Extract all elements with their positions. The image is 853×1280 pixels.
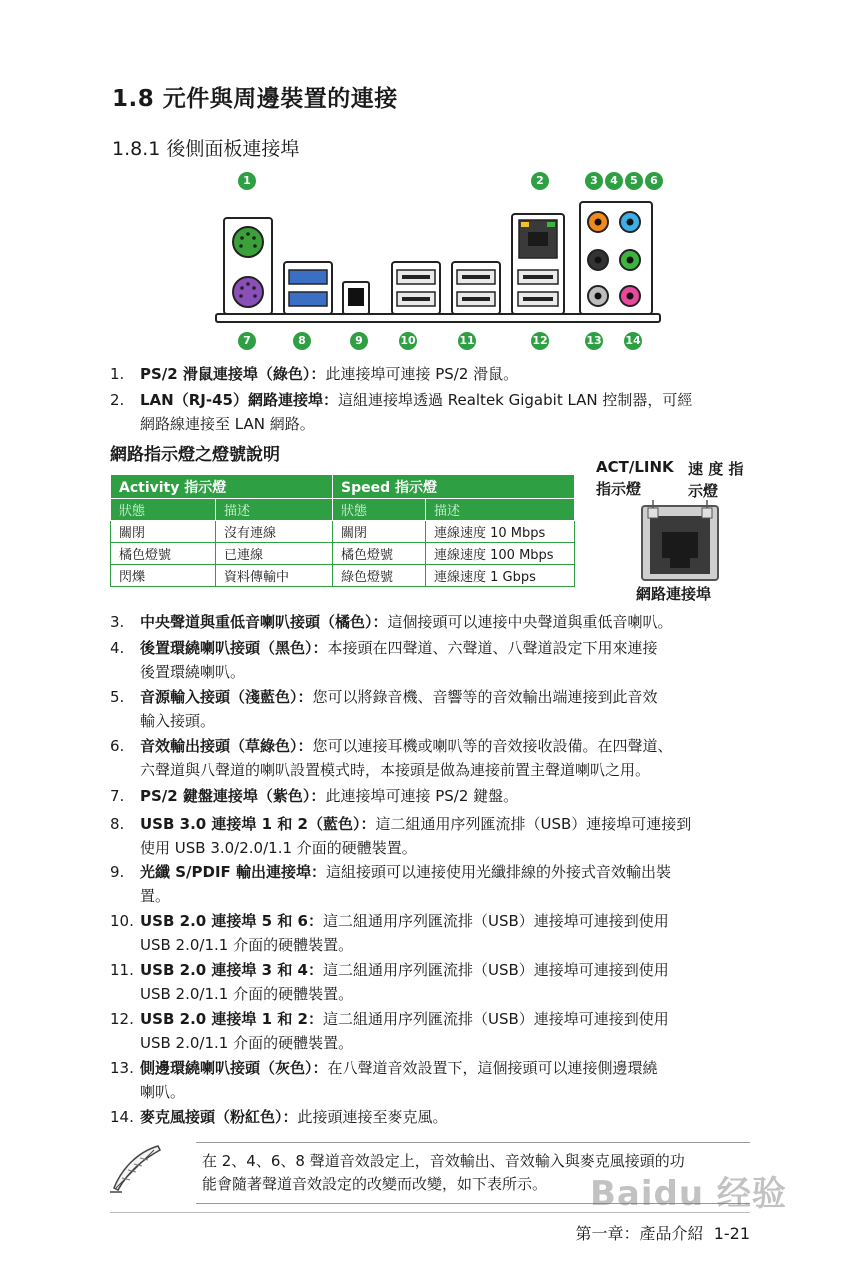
act-link-label: ACT/LINK 指示燈 (596, 458, 674, 498)
lan-port-icon (638, 500, 722, 584)
table-row: 關閉 沒有連線 關閉 連線速度 10 Mbps (111, 521, 575, 543)
list-item: 12. USB 2.0 連接埠 1 和 2：這二組通用序列匯流排（USB）連接埠可連接到使用 USB 2.0/1.1 介面的硬體裝置。 (110, 1010, 669, 1052)
watermark: Baidu 经验 (590, 1174, 787, 1214)
port-number-12: 12 (531, 332, 549, 350)
ps2-mouse-port (233, 227, 263, 257)
port-number-6: 6 (645, 172, 663, 190)
led-section-title: 網路指示燈之燈號說明 (110, 445, 280, 465)
port-number-9: 9 (350, 332, 368, 350)
lan-port-label: 網路連接埠 (636, 585, 712, 603)
page-footer: 第一章：產品介紹 1-21 (575, 1224, 750, 1243)
list-item: 14. 麥克風接頭（粉紅色）：此接頭連接至麥克風。 (110, 1108, 448, 1126)
ps2-keyboard-port (233, 277, 263, 307)
speed-header: Speed 指示燈 (333, 475, 575, 499)
list-item: 11. USB 2.0 連接埠 3 和 4：這二組通用序列匯流排（USB）連接埠可連接到使用 USB 2.0/1.1 介面的硬體裝置。 (110, 961, 669, 1003)
usb3-port-2 (289, 292, 327, 306)
list-item: 9. 光纖 S/PDIF 輸出連接埠：這組接頭可以連接使用光纖排線的外接式音效輸出裝 置。 (110, 863, 672, 905)
port-number-3: 3 (585, 172, 603, 190)
list-item: 6. 音效輸出接頭（草綠色）：您可以連接耳機或喇叭等的音效接收設備。在四聲道、 六聲道與八聲道的喇叭設置模式時，本接頭是做為連接前置主聲道喇叭之用。 (110, 737, 673, 779)
note-text: 在 2、4、6、8 聲道音效設定上，音效輸出、音效輸入與麥克風接頭的功 能會隨著聲道音效設定的改變而改變，如下表所示。 (202, 1152, 685, 1193)
footer-divider (110, 1212, 750, 1213)
speed-label: 速 度 指 示燈 (688, 460, 744, 500)
port-number-13: 13 (585, 332, 603, 350)
list-item: 13. 側邊環繞喇叭接頭（灰色）：在八聲道音效設置下，這個接頭可以連接側邊環繞 喇叭。 (110, 1059, 658, 1101)
port-number-2: 2 (531, 172, 549, 190)
port-number-4: 4 (605, 172, 623, 190)
list-item: 10. USB 2.0 連接埠 5 和 6：這二組通用序列匯流排（USB）連接埠可連接到使用 USB 2.0/1.1 介面的硬體裝置。 (110, 912, 669, 954)
port-number-7: 7 (238, 332, 256, 350)
table-row: 橘色燈號 已連線 橘色燈號 連線速度 100 Mbps (111, 543, 575, 565)
rear-panel-diagram (210, 168, 670, 354)
list-item: 7. PS/2 鍵盤連接埠（紫色）：此連接埠可連接 PS/2 鍵盤。 (110, 787, 519, 805)
list-item: 1. PS/2 滑鼠連接埠（綠色）：此連接埠可連接 PS/2 滑鼠。 (110, 365, 519, 383)
list-item: 5. 音源輸入接頭（淺藍色）：您可以將錄音機、音響等的音效輸出端連接到此音效 輸入接頭。 (110, 688, 658, 730)
port-number-10: 10 (399, 332, 417, 350)
list-item: 8. USB 3.0 連接埠 1 和 2（藍色）：這二組通用序列匯流排（USB）連接埠可連接到 使用 USB 3.0/2.0/1.1 介面的硬體裝置。 (110, 815, 692, 857)
port-number-14: 14 (624, 332, 642, 350)
spdif-port (348, 288, 364, 306)
led-table: Activity 指示燈 Speed 指示燈 狀態 描述 狀態 描述 關閉 沒有連線 關閉 連線速度 10 Mbps 橘色燈號 已連線 橘色燈號 連線速度 100 Mbps 閃爍 資料傳輸中 綠色燈號 連線速度 1 Gbps (110, 474, 575, 587)
port-number-8: 8 (293, 332, 311, 350)
activity-header: Activity 指示燈 (111, 475, 333, 499)
port-number-11: 11 (458, 332, 476, 350)
list-item: 3. 中央聲道與重低音喇叭接頭（橘色）：這個接頭可以連接中央聲道與重低音喇叭。 (110, 613, 673, 631)
port-number-5: 5 (625, 172, 643, 190)
section-title: 1.8 元件與周邊裝置的連接 (112, 86, 398, 112)
list-item: 2. LAN（RJ-45）網路連接埠：這組連接埠透過 Realtek Gigabit LAN 控制器，可經 網路線連接至 LAN 網路。 (110, 391, 693, 433)
subsection-title: 1.8.1 後側面板連接埠 (112, 138, 300, 160)
usb3-port-1 (289, 270, 327, 284)
table-row: 閃爍 資料傳輸中 綠色燈號 連線速度 1 Gbps (111, 565, 575, 587)
list-item: 4. 後置環繞喇叭接頭（黑色）：本接頭在四聲道、六聲道、八聲道設定下用來連接 後置環繞喇叭。 (110, 639, 658, 681)
feather-pen-icon (108, 1142, 164, 1194)
port-number-1: 1 (238, 172, 256, 190)
